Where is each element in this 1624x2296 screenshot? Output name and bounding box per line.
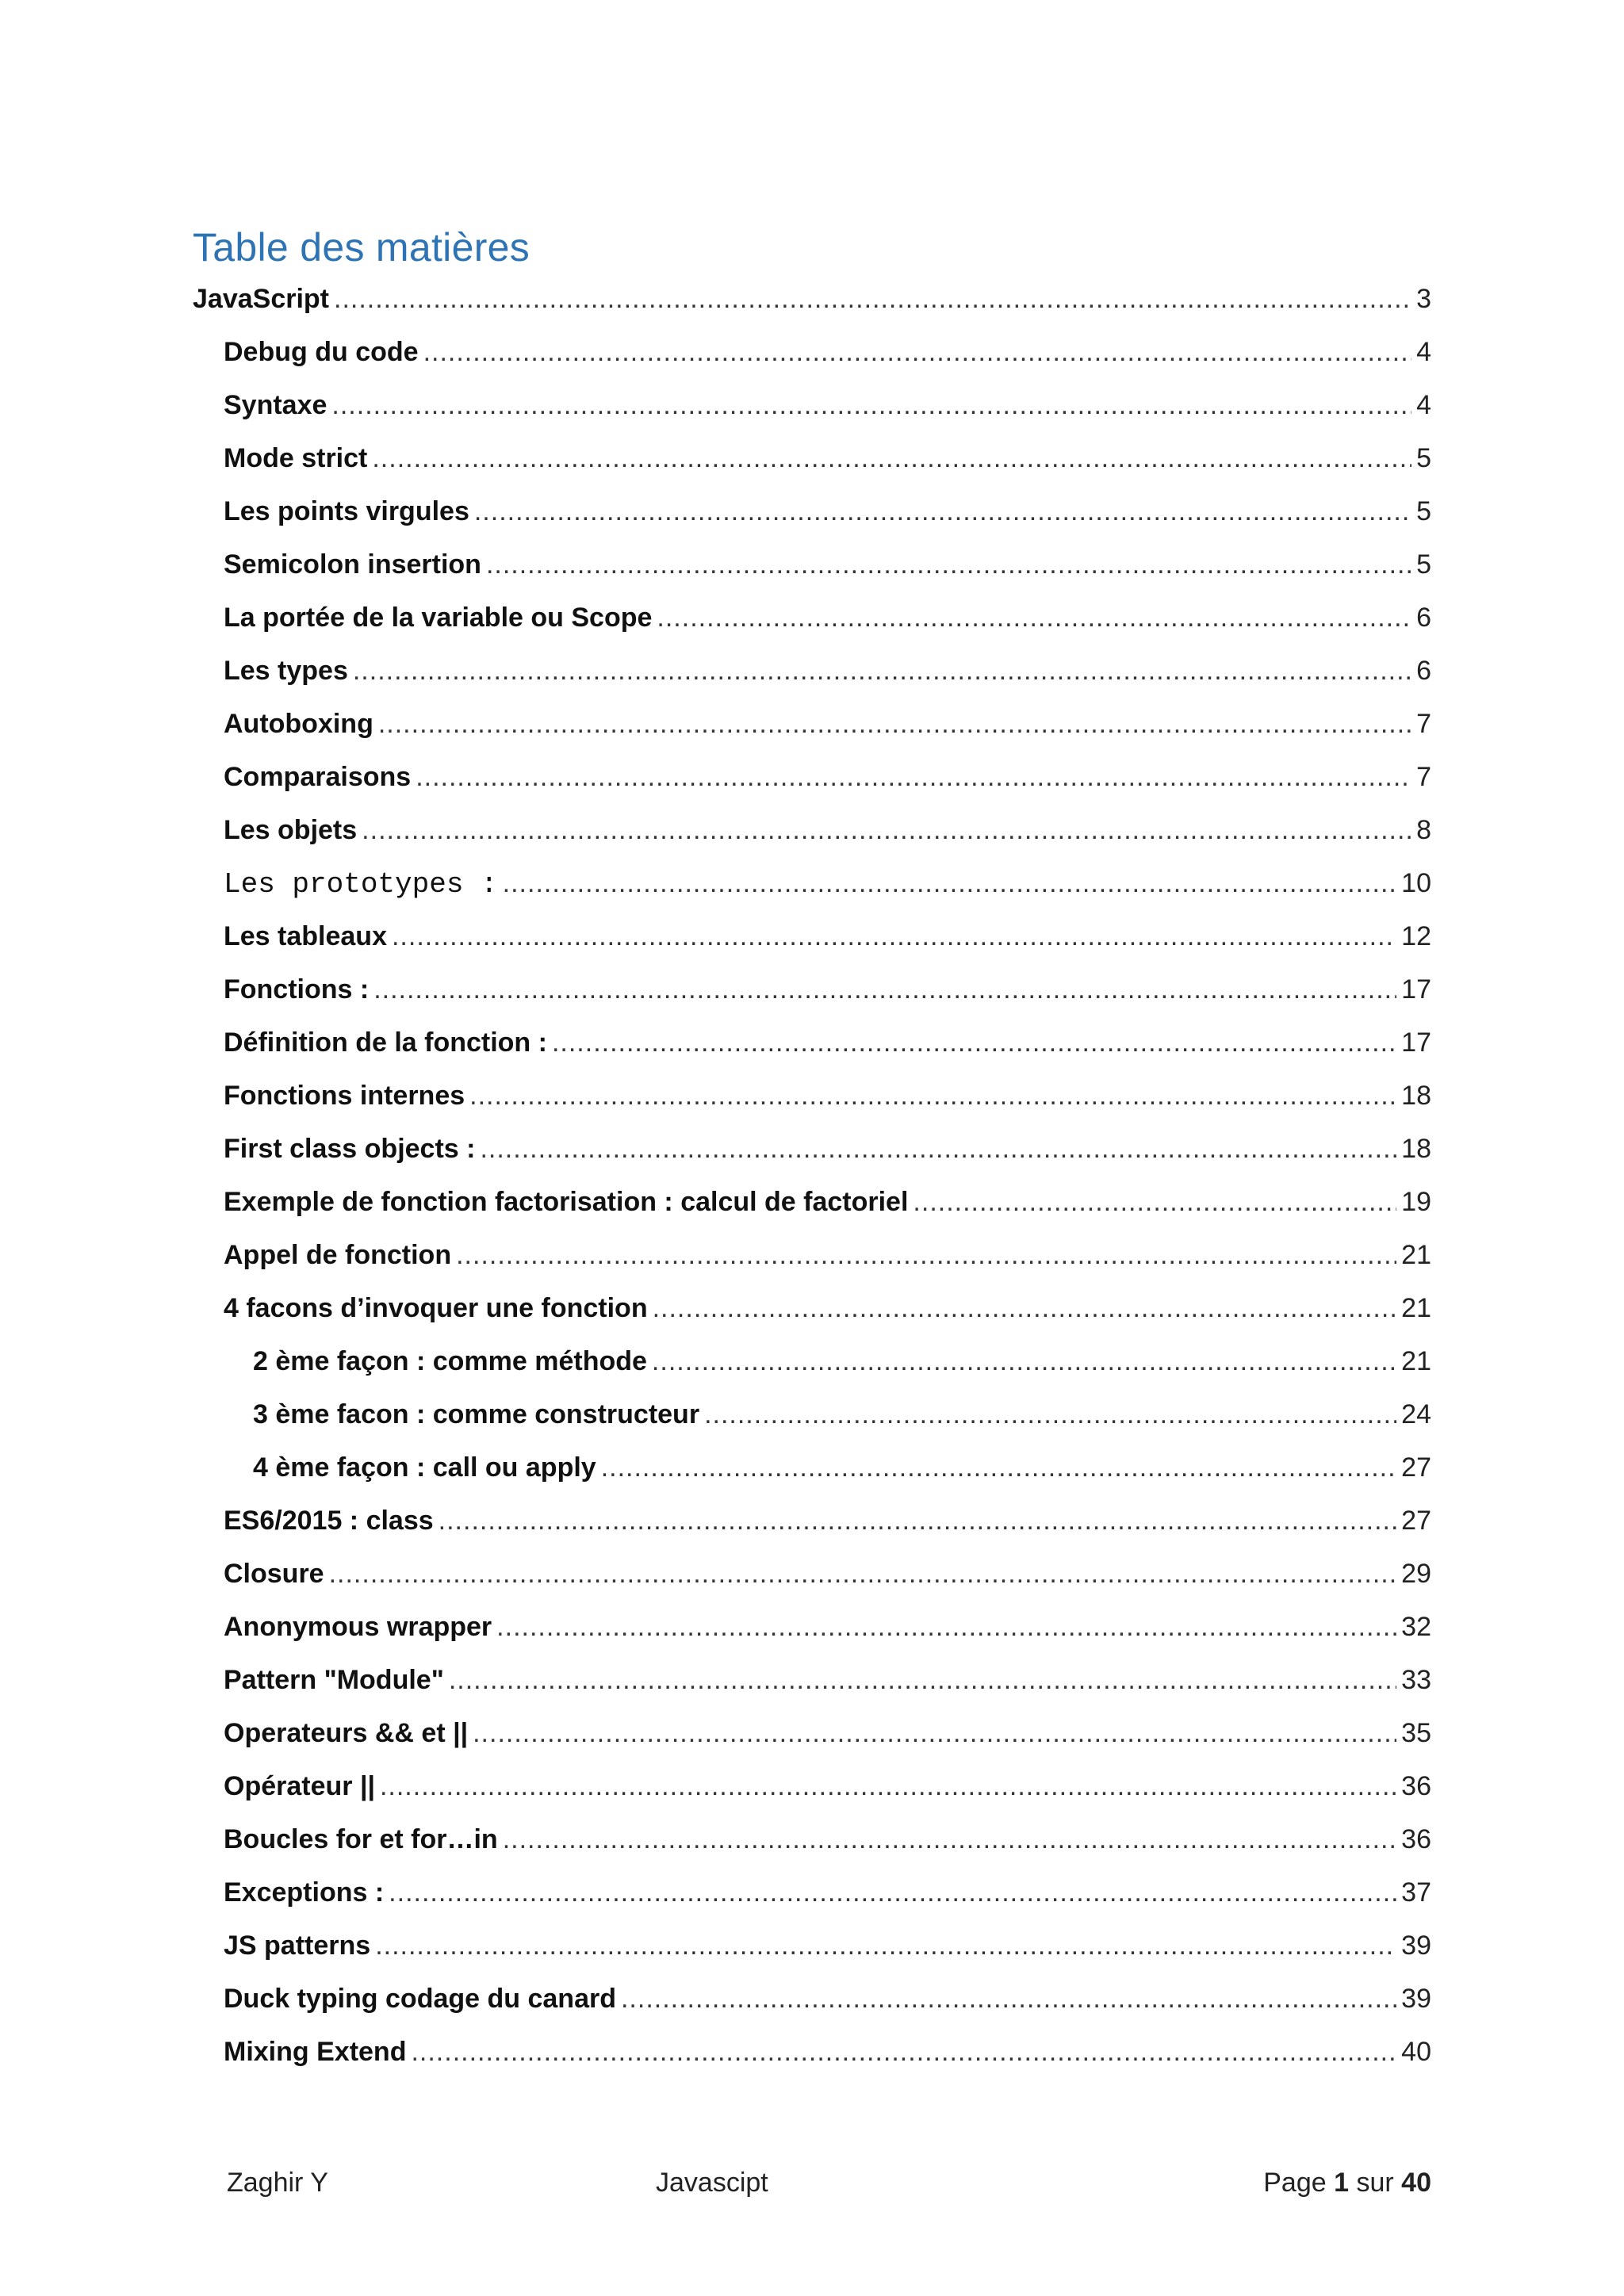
toc-entry[interactable]: [193, 1771, 1431, 1824]
toc-entry[interactable]: [193, 390, 1431, 443]
toc-entry-label: 4 ème façon : call ou apply: [253, 1452, 596, 1483]
toc-entry[interactable]: [193, 443, 1431, 496]
toc-dot-leader: [449, 1665, 1396, 1696]
toc-dot-leader: [362, 815, 1411, 846]
toc-dot-leader: [373, 974, 1396, 1005]
toc-entry-label: Closure: [224, 1559, 324, 1589]
toc-dot-leader: [392, 921, 1396, 952]
toc-entry-label: Les points virgules: [224, 496, 469, 526]
toc-entry-label: Duck typing codage du canard: [224, 1984, 616, 2014]
toc-dot-leader: [378, 709, 1411, 740]
toc-entry-page: 4: [1416, 390, 1431, 420]
toc-entry-page: 21: [1401, 1293, 1431, 1323]
toc-entry-page: 27: [1401, 1506, 1431, 1536]
toc-entry[interactable]: [193, 815, 1431, 868]
toc-entry[interactable]: [193, 337, 1431, 390]
toc-entry-label: Semicolon insertion: [224, 549, 481, 580]
toc-entry-label: La portée de la variable ou Scope: [224, 603, 653, 633]
footer-document-title: Javascipt: [656, 2168, 768, 2198]
toc-entry[interactable]: [193, 549, 1431, 603]
toc-dot-leader: [552, 1027, 1396, 1058]
toc-dot-leader: [474, 496, 1411, 527]
toc-dot-leader: [503, 1824, 1396, 1855]
toc-entry-label: Pattern "Module": [224, 1665, 444, 1695]
toc-entry[interactable]: [193, 1877, 1431, 1931]
toc-entry-page: 5: [1416, 443, 1431, 473]
toc-entry-label: First class objects :: [224, 1134, 476, 1164]
toc-entry[interactable]: [193, 1718, 1431, 1771]
toc-entry-label: 2 ème façon : comme méthode: [253, 1346, 647, 1376]
toc-dot-leader: [621, 1984, 1396, 2015]
footer-page-total: 40: [1401, 2168, 1431, 2198]
toc-entry[interactable]: [193, 496, 1431, 549]
toc-dot-leader: [372, 443, 1411, 474]
toc-entry[interactable]: [193, 762, 1431, 815]
toc-entry-label: Mode strict: [224, 443, 368, 473]
toc-entry[interactable]: [193, 1081, 1431, 1134]
toc-dot-leader: [601, 1452, 1396, 1483]
toc-entry-page: 32: [1401, 1612, 1431, 1642]
footer-author: Zaghir Y: [227, 2168, 328, 2198]
toc-list: [193, 284, 1431, 2090]
toc-entry-label: Les types: [224, 656, 348, 686]
toc-entry-page: 24: [1401, 1399, 1431, 1429]
toc-entry[interactable]: [193, 656, 1431, 709]
toc-dot-leader: [353, 656, 1411, 687]
toc-entry-label: Debug du code: [224, 337, 419, 367]
toc-entry[interactable]: [193, 1559, 1431, 1612]
footer-page-current: 1: [1334, 2168, 1350, 2198]
toc-dot-leader: [913, 1187, 1396, 1218]
footer-page-number: [1263, 2168, 1431, 2198]
toc-entry-label: Anonymous wrapper: [224, 1612, 492, 1642]
toc-dot-leader: [334, 284, 1411, 315]
toc-entry-page: 17: [1401, 974, 1431, 1004]
toc-entry-page: 7: [1416, 709, 1431, 739]
toc-entry-label: ES6/2015 : class: [224, 1506, 434, 1536]
toc-entry-page: 18: [1401, 1081, 1431, 1111]
toc-entry-label: Syntaxe: [224, 390, 327, 420]
toc-dot-leader: [503, 868, 1397, 899]
toc-entry[interactable]: [193, 1346, 1431, 1399]
toc-entry-page: 10: [1401, 868, 1431, 898]
toc-entry-page: 36: [1401, 1824, 1431, 1854]
toc-entry[interactable]: [193, 1187, 1431, 1240]
toc-entry[interactable]: [193, 1665, 1431, 1718]
toc-dot-leader: [423, 337, 1412, 368]
toc-entry-page: 39: [1401, 1984, 1431, 2014]
toc-entry-page: 21: [1401, 1240, 1431, 1270]
toc-dot-leader: [416, 762, 1411, 793]
toc-entry[interactable]: [193, 1293, 1431, 1346]
toc-entry-label: Opérateur ||: [224, 1771, 375, 1801]
toc-entry[interactable]: [193, 1399, 1431, 1452]
toc-entry[interactable]: [193, 709, 1431, 762]
toc-entry-label: Les tableaux: [224, 921, 387, 951]
toc-entry-label: Fonctions :: [224, 974, 370, 1004]
toc-dot-leader: [331, 390, 1411, 421]
toc-entry-label: Mixing Extend: [224, 2037, 407, 2067]
toc-dot-leader: [380, 1771, 1396, 1802]
toc-entry[interactable]: [193, 1027, 1431, 1081]
toc-dot-leader: [439, 1506, 1397, 1536]
toc-entry-label: 3 ème facon : comme constructeur: [253, 1399, 700, 1429]
toc-entry-page: 7: [1416, 762, 1431, 792]
toc-entry[interactable]: [193, 1984, 1431, 2037]
toc-entry-page: 6: [1416, 656, 1431, 686]
toc-entry[interactable]: [193, 974, 1431, 1027]
toc-entry-page: 6: [1416, 603, 1431, 633]
toc-dot-leader: [469, 1081, 1396, 1112]
toc-dot-leader: [473, 1718, 1396, 1749]
toc-entry[interactable]: [193, 868, 1431, 921]
toc-entry-label: Autoboxing: [224, 709, 373, 739]
toc-entry-page: 17: [1401, 1027, 1431, 1058]
toc-entry-page: 3: [1416, 284, 1431, 314]
toc-entry[interactable]: [193, 603, 1431, 656]
toc-entry[interactable]: [193, 921, 1431, 974]
toc-entry-label: Les prototypes :: [224, 868, 498, 901]
toc-entry[interactable]: [193, 1612, 1431, 1665]
toc-entry-label: JavaScript: [193, 284, 329, 314]
toc-dot-leader: [329, 1559, 1397, 1590]
toc-entry-page: 21: [1401, 1346, 1431, 1376]
toc-entry-page: 12: [1401, 921, 1431, 951]
toc-dot-leader: [653, 1293, 1397, 1324]
toc-entry-page: 35: [1401, 1718, 1431, 1748]
toc-dot-leader: [486, 549, 1411, 580]
toc-entry-label: Operateurs && et ||: [224, 1718, 469, 1748]
toc-entry[interactable]: [193, 1506, 1431, 1559]
toc-entry-page: 27: [1401, 1452, 1431, 1483]
toc-entry-label: Exceptions :: [224, 1877, 385, 1908]
toc-dot-leader: [389, 1877, 1396, 1908]
toc-entry-label: JS patterns: [224, 1931, 371, 1961]
toc-dot-leader: [657, 603, 1411, 633]
toc-entry-page: 33: [1401, 1665, 1431, 1695]
toc-entry-label: Fonctions internes: [224, 1081, 465, 1111]
toc-entry[interactable]: [193, 284, 1431, 337]
toc-entry-page: 18: [1401, 1134, 1431, 1164]
toc-entry-page: 19: [1401, 1187, 1431, 1217]
toc-entry[interactable]: [193, 1134, 1431, 1187]
toc-entry[interactable]: [193, 2037, 1431, 2090]
toc-entry-label: Appel de fonction: [224, 1240, 452, 1270]
toc-entry-label: 4 facons d’invoquer une fonction: [224, 1293, 648, 1323]
toc-entry-page: 5: [1416, 549, 1431, 580]
toc-entry-page: 29: [1401, 1559, 1431, 1589]
toc-entry-page: 37: [1401, 1877, 1431, 1908]
toc-entry-label: Boucles for et for…in: [224, 1824, 498, 1854]
footer-page-of: sur: [1356, 2168, 1394, 2198]
footer-page-word: Page: [1263, 2168, 1327, 2198]
toc-dot-leader: [411, 2037, 1396, 2068]
toc-dot-leader: [375, 1931, 1396, 1961]
toc-entry-page: 8: [1416, 815, 1431, 845]
toc-dot-leader: [652, 1346, 1396, 1377]
toc-entry[interactable]: [193, 1452, 1431, 1506]
toc-entry[interactable]: [193, 1931, 1431, 1984]
toc-entry[interactable]: [193, 1824, 1431, 1877]
toc-dot-leader: [704, 1399, 1396, 1430]
toc-entry-page: 4: [1416, 337, 1431, 367]
toc-dot-leader: [456, 1240, 1396, 1271]
toc-entry-label: Définition de la fonction :: [224, 1027, 547, 1058]
toc-entry-page: 5: [1416, 496, 1431, 526]
toc-dot-leader: [480, 1134, 1396, 1165]
toc-entry-label: Comparaisons: [224, 762, 412, 792]
toc-entry-page: 36: [1401, 1771, 1431, 1801]
toc-entry[interactable]: [193, 1240, 1431, 1293]
toc-entry-page: 40: [1401, 2037, 1431, 2067]
toc-entry-label: Les objets: [224, 815, 358, 845]
toc-dot-leader: [496, 1612, 1396, 1643]
toc-entry-label: Exemple de fonction factorisation : calcul de factoriel: [224, 1187, 909, 1217]
toc-title: Table des matières: [193, 225, 530, 270]
toc-entry-page: 39: [1401, 1931, 1431, 1961]
